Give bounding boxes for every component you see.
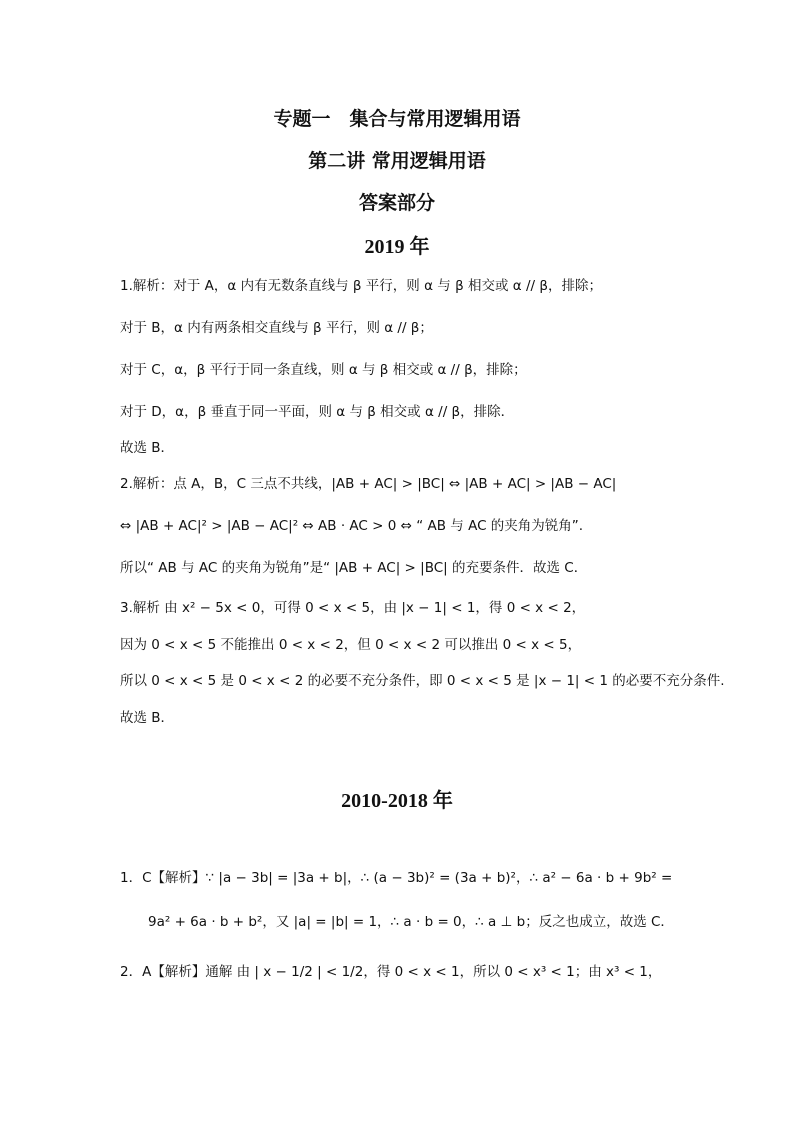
document-title: 专题一 集合与常用逻辑用语 [273,108,521,130]
a1-line-2: 9a² + 6a · b + b²，又 |a| = |b| = 1，∴ a · b = 0，∴ a ⊥ b；反之也成立，故选 C． [148,914,674,930]
q1-line-2: 对于 B，α 内有两条相交直线与 β 平行，则 α // β； [120,320,433,336]
q3-line-4: 故选 B． [120,710,175,726]
q1-line-1: 1.解析：对于 A，α 内有无数条直线与 β 平行，则 α 与 β 相交或 α // β，排除； [120,278,602,294]
q1-line-4: 对于 D，α，β 垂直于同一平面，则 α 与 β 相交或 α // β，排除． [120,404,515,420]
q2-line-3: 所以“ AB 与 AC 的夹角为锐角”是“ |AB + AC| > |BC| 的充要条件．故选 C． [120,560,588,576]
q3-line-2: 因为 0 < x < 5 不能推出 0 < x < 2，但 0 < x < 2 可以推出 0 < x < 5， [120,637,582,653]
section-heading: 答案部分 [358,192,435,214]
q3-line-3: 所以 0 < x < 5 是 0 < x < 2 的必要不充分条件，即 0 < x < 5 是 |x − 1| < 1 的必要不充分条件. [120,673,725,689]
q1-line-3: 对于 C，α，β 平行于同一条直线，则 α 与 β 相交或 α // β，排除； [120,362,527,378]
a1-line-1: 1．C【解析】∵ |a − 3b| = |3a + b|，∴ (a − 3b)² = (3a + b)²，∴ a² − 6a · b + 9b² = [120,870,673,886]
q1-line-5: 故选 B． [120,440,175,456]
q2-line-1: 2.解析：点 A，B，C 三点不共线，|AB + AC| > |BC| ⇔ |AB + AC| > |AB − AC| [120,476,617,492]
lecture-subtitle: 第二讲 常用逻辑用语 [308,150,486,172]
year-heading-2019: 2019 年 [364,236,430,258]
q3-line-1: 3.解析 由 x² − 5x < 0，可得 0 < x < 5，由 |x − 1| < 1，得 0 < x < 2， [120,600,586,616]
year-heading-2010-2018: 2010-2018 年 [341,790,453,812]
q2-line-2: ⇔ |AB + AC|² > |AB − AC|² ⇔ AB · AC > 0 ⇔ “ AB 与 AC 的夹角为锐角”. [120,518,584,534]
a2-line-1: 2．A【解析】通解 由 | x − 1/2 | < 1/2，得 0 < x < 1，所以 0 < x³ < 1；由 x³ < 1， [120,964,662,980]
